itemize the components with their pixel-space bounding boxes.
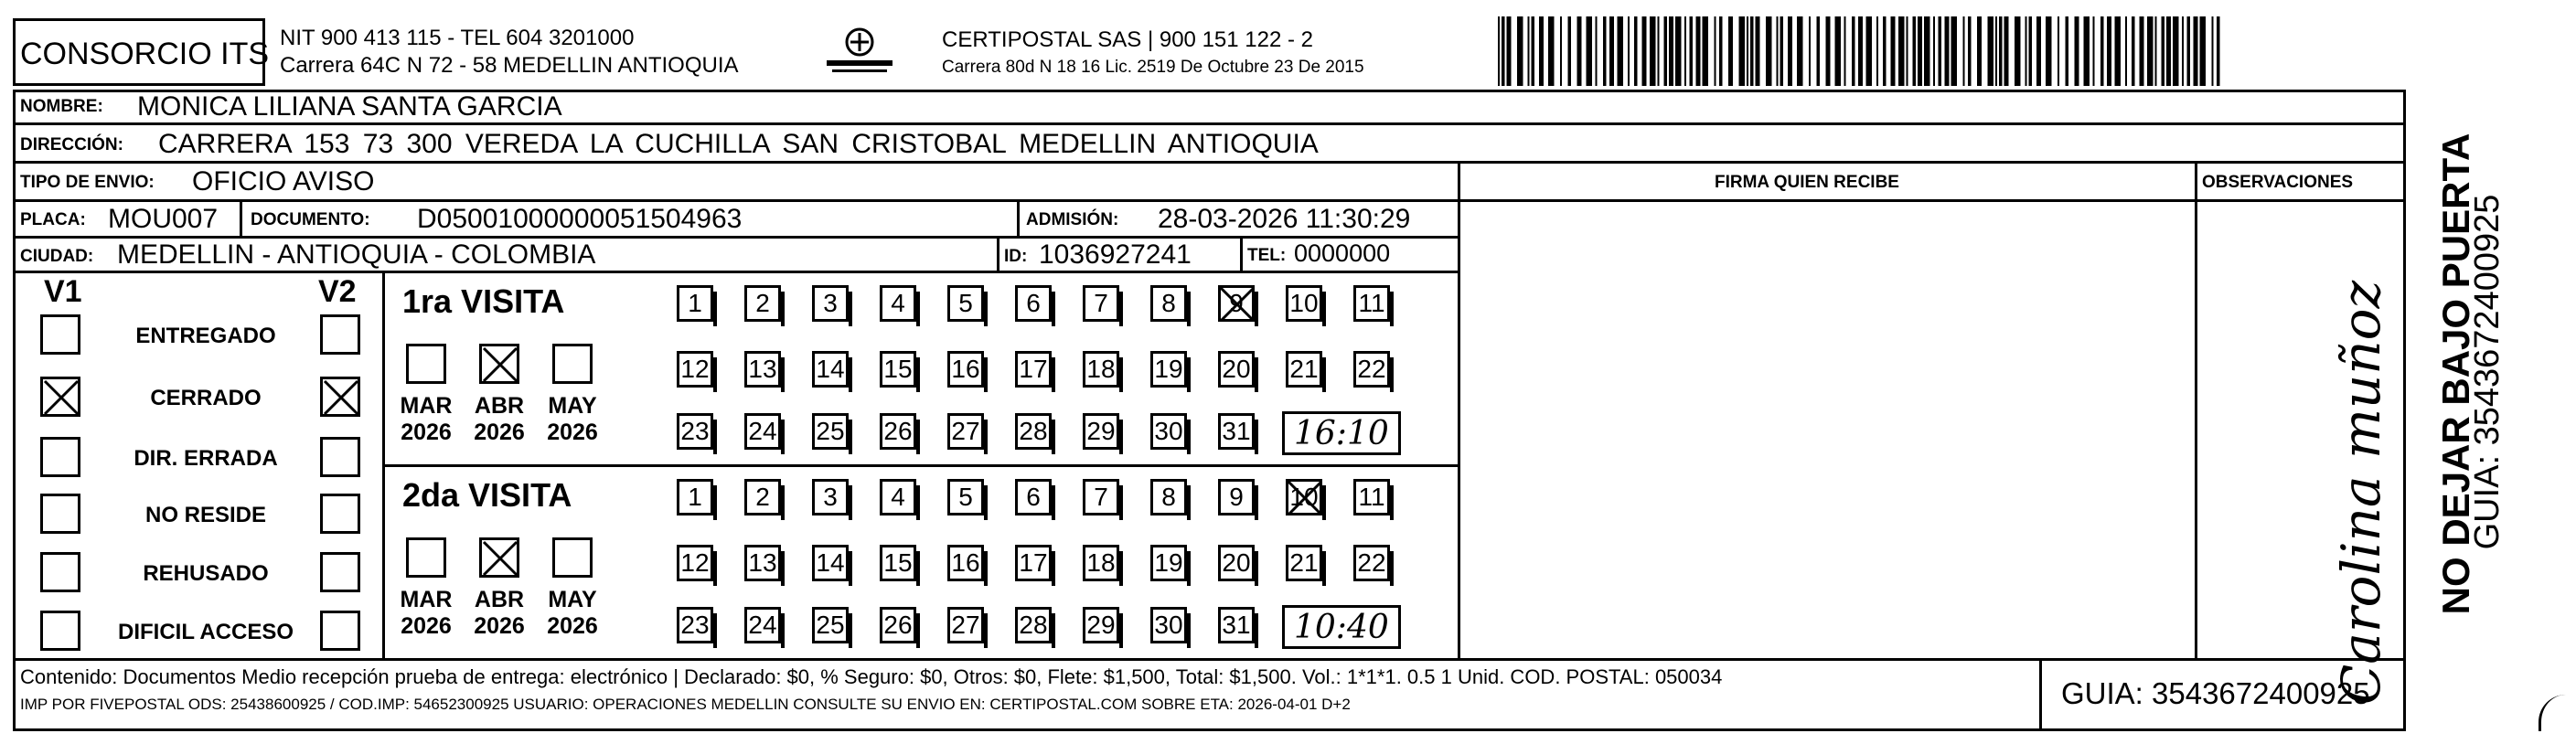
visit-title: 1ra VISITA bbox=[402, 282, 565, 320]
day-box[interactable]: 25 bbox=[812, 413, 849, 450]
day-box[interactable]: 10 bbox=[1286, 285, 1322, 322]
time-box[interactable] bbox=[1282, 411, 1401, 455]
barcode-bar bbox=[1766, 16, 1772, 86]
barcode-bar bbox=[1568, 16, 1572, 86]
handwritten-signature: Carolina muñoz bbox=[2330, 280, 2393, 706]
month-checkbox[interactable] bbox=[479, 344, 519, 384]
barcode-bar bbox=[1777, 16, 1779, 86]
barcode-bar bbox=[2155, 16, 2157, 86]
plate-label: PLACA: bbox=[20, 210, 86, 229]
barcode-bar bbox=[1747, 16, 1748, 86]
day-box[interactable]: 23 bbox=[677, 413, 713, 450]
barcode-bar bbox=[1817, 16, 1821, 86]
x-mark-icon bbox=[41, 377, 81, 418]
barcode-bar bbox=[2173, 16, 2179, 86]
day-box[interactable]: 16 bbox=[947, 351, 984, 388]
day-box[interactable]: 26 bbox=[880, 607, 916, 643]
day-box[interactable]: 7 bbox=[1083, 479, 1119, 515]
status-option-label: NO RESIDE bbox=[144, 503, 267, 527]
day-box[interactable]: 9 bbox=[1218, 479, 1255, 515]
day-box[interactable]: 1 bbox=[677, 479, 713, 515]
month-label bbox=[390, 393, 463, 446]
handwritten-time: 16:10 bbox=[1294, 415, 1389, 452]
tel-label: TEL: bbox=[1247, 246, 1287, 265]
day-box[interactable]: 11 bbox=[1353, 285, 1390, 322]
certipostal-logo bbox=[823, 24, 896, 79]
month-year: 2026 bbox=[401, 612, 452, 639]
v2-checkbox[interactable] bbox=[320, 611, 360, 651]
day-box[interactable]: 15 bbox=[880, 351, 916, 388]
barcode-bar bbox=[1650, 16, 1656, 86]
day-box[interactable]: 29 bbox=[1083, 413, 1119, 450]
day-box[interactable]: 2 bbox=[744, 479, 781, 515]
do-not-leave-under-door: NO DEJAR BAJO PUERTA bbox=[2434, 133, 2477, 615]
day-box[interactable]: 17 bbox=[1015, 351, 1052, 388]
document-label: DOCUMENTO: bbox=[251, 210, 370, 229]
col-divider bbox=[1458, 161, 1460, 658]
admission-date: 28-03-2026 11:30:29 bbox=[1158, 204, 1411, 234]
day-box[interactable]: 3 bbox=[812, 285, 849, 322]
col-divider bbox=[1240, 236, 1243, 271]
barcode-bar bbox=[2036, 16, 2041, 86]
month-name: ABR bbox=[474, 393, 525, 419]
day-box[interactable]: 28 bbox=[1015, 413, 1052, 450]
v2-checkbox[interactable] bbox=[320, 437, 360, 477]
barcode-bar bbox=[2125, 16, 2127, 86]
month-label bbox=[463, 587, 536, 640]
barcode-bar bbox=[2029, 16, 2033, 86]
barcode-bar bbox=[2084, 16, 2090, 86]
day-box[interactable]: 13 bbox=[744, 545, 781, 581]
day-box[interactable]: 5 bbox=[947, 285, 984, 322]
day-box[interactable]: 18 bbox=[1083, 545, 1119, 581]
barcode-bar bbox=[2115, 16, 2122, 86]
day-box[interactable]: 6 bbox=[1015, 285, 1052, 322]
day-box[interactable]: 4 bbox=[880, 479, 916, 515]
handwritten-time: 10:40 bbox=[1294, 609, 1389, 646]
observations-label: OBSERVACIONES bbox=[2202, 173, 2354, 192]
month-checkbox[interactable] bbox=[406, 537, 446, 578]
barcode-bar bbox=[1528, 16, 1530, 86]
cut-mark bbox=[2539, 695, 2569, 731]
day-box[interactable]: 31 bbox=[1218, 413, 1255, 450]
barcode-bar bbox=[1852, 16, 1855, 86]
v1-label: V1 bbox=[44, 274, 82, 309]
status-option-label: REHUSADO bbox=[143, 561, 269, 586]
month-checkbox[interactable] bbox=[406, 344, 446, 384]
barcode-bar bbox=[1866, 16, 1873, 86]
barcode-bar bbox=[1918, 16, 1922, 86]
footer-imp: IMP POR FIVEPOSTAL ODS: 25438600925 / COD.IMP: 54652300925 USUARIO: OPERACIONES MEDELLIN CONSULTE SU ENVIO EN: CERTIPOSTAL.COM SOBRE ETA: 2026-04-01 D+2 bbox=[20, 696, 1351, 713]
barcode bbox=[1496, 16, 2222, 86]
barcode-bar bbox=[1703, 16, 1709, 86]
visit-divider bbox=[382, 464, 1458, 467]
time-box[interactable] bbox=[1282, 605, 1401, 649]
barcode-bar bbox=[1750, 16, 1754, 86]
barcode-bar bbox=[2107, 16, 2111, 86]
barcode-bar bbox=[1788, 16, 1792, 86]
barcode-bar bbox=[1797, 16, 1803, 86]
x-mark-icon bbox=[321, 377, 361, 418]
v1-checkbox[interactable] bbox=[40, 611, 80, 651]
barcode-bar bbox=[1669, 16, 1673, 86]
status-option-label: ENTREGADO bbox=[135, 324, 276, 348]
barcode-bar bbox=[2066, 16, 2069, 86]
barcode-bar bbox=[1883, 16, 1887, 86]
barcode-bar bbox=[1696, 16, 1701, 86]
day-box[interactable]: 14 bbox=[812, 351, 849, 388]
day-box[interactable]: 27 bbox=[947, 607, 984, 643]
barcode-bar bbox=[1587, 16, 1593, 86]
day-box[interactable]: 19 bbox=[1150, 545, 1187, 581]
row-divider bbox=[13, 199, 1458, 202]
month-label bbox=[536, 393, 609, 446]
barcode-bar bbox=[1898, 16, 1905, 86]
day-box[interactable]: 21 bbox=[1286, 545, 1322, 581]
day-box[interactable]: 8 bbox=[1150, 479, 1187, 515]
day-box[interactable]: 12 bbox=[677, 351, 713, 388]
day-box[interactable]: 19 bbox=[1150, 351, 1187, 388]
v2-checkbox[interactable] bbox=[320, 314, 360, 355]
day-box[interactable]: 11 bbox=[1353, 479, 1390, 515]
v2-checkbox[interactable] bbox=[320, 377, 360, 417]
carrier-name: CERTIPOSTAL SAS | 900 151 122 - 2 bbox=[942, 27, 1313, 52]
month-name: MAR bbox=[400, 393, 453, 419]
barcode-bar bbox=[1539, 16, 1544, 86]
barcode-bar bbox=[1715, 16, 1716, 86]
barcode-bar bbox=[1939, 16, 1942, 86]
footer-divider bbox=[13, 658, 2406, 661]
visit-title: 2da VISITA bbox=[402, 476, 572, 514]
month-year: 2026 bbox=[474, 612, 525, 639]
barcode-bar bbox=[1945, 16, 1950, 86]
certipostal-logo-icon bbox=[823, 24, 896, 79]
footer-guia: GUIA: 3543672400925 bbox=[2061, 676, 2370, 710]
col-divider bbox=[1017, 199, 1020, 236]
day-box[interactable]: 26 bbox=[880, 413, 916, 450]
barcode-bar bbox=[2015, 16, 2021, 86]
barcode-bar bbox=[1609, 16, 1614, 86]
day-box[interactable]: 23 bbox=[677, 607, 713, 643]
day-box[interactable]: 1 bbox=[677, 285, 713, 322]
admission-label: ADMISIÓN: bbox=[1026, 210, 1119, 229]
barcode-bar bbox=[1999, 16, 2003, 86]
company-name: CONSORCIO ITS bbox=[20, 37, 270, 71]
day-box[interactable]: 25 bbox=[812, 607, 849, 643]
col-divider bbox=[2039, 658, 2042, 731]
barcode-bar bbox=[1995, 16, 1997, 86]
carrier-license: Carrera 80d N 18 16 Lic. 2519 De Octubre 23 De 2015 bbox=[942, 58, 1364, 77]
day-box[interactable]: 9 bbox=[1218, 285, 1255, 322]
barcode-bar bbox=[1719, 16, 1723, 86]
barcode-bar bbox=[2100, 16, 2104, 86]
month-label bbox=[390, 587, 463, 640]
v1-checkbox[interactable] bbox=[40, 552, 80, 592]
barcode-bar bbox=[2217, 16, 2220, 86]
barcode-bar bbox=[1532, 16, 1535, 86]
v1-checkbox[interactable] bbox=[40, 377, 80, 417]
barcode-bar bbox=[2162, 16, 2165, 86]
barcode-bar bbox=[2187, 16, 2191, 86]
name-label: NOMBRE: bbox=[20, 97, 103, 116]
v1-checkbox[interactable] bbox=[40, 494, 80, 534]
barcode-bar bbox=[1858, 16, 1863, 86]
barcode-bar bbox=[1756, 16, 1760, 86]
barcode-bar bbox=[2182, 16, 2184, 86]
month-checkbox[interactable] bbox=[552, 537, 593, 578]
col-divider bbox=[240, 199, 242, 236]
barcode-bar bbox=[1907, 16, 1908, 86]
barcode-bar bbox=[1618, 16, 1624, 86]
month-name: MAY bbox=[548, 393, 597, 419]
barcode-bar bbox=[1891, 16, 1896, 86]
x-mark-icon bbox=[480, 538, 520, 579]
barcode-bar bbox=[1876, 16, 1878, 86]
barcode-bar bbox=[1548, 16, 1555, 86]
status-option-label: CERRADO bbox=[150, 386, 262, 410]
day-box[interactable]: 31 bbox=[1218, 607, 1255, 643]
v2-checkbox[interactable] bbox=[320, 552, 360, 592]
barcode-bar bbox=[1690, 16, 1694, 86]
barcode-icon bbox=[1496, 16, 2222, 86]
month-name: ABR bbox=[474, 587, 525, 612]
barcode-bar bbox=[1977, 16, 1982, 86]
day-box[interactable]: 22 bbox=[1353, 545, 1390, 581]
barcode-bar bbox=[1603, 16, 1607, 86]
barcode-bar bbox=[1502, 16, 1505, 86]
barcode-bar bbox=[1596, 16, 1598, 86]
day-box[interactable]: 13 bbox=[744, 351, 781, 388]
v1-checkbox[interactable] bbox=[40, 314, 80, 355]
barcode-bar bbox=[1933, 16, 1935, 86]
v1-checkbox[interactable] bbox=[40, 437, 80, 477]
barcode-bar bbox=[1517, 16, 1523, 86]
recipient-tel: 0000000 bbox=[1294, 239, 1391, 267]
day-box[interactable]: 5 bbox=[947, 479, 984, 515]
company-address: Carrera 64C N 72 - 58 MEDELLIN ANTIOQUIA bbox=[280, 53, 739, 78]
day-box[interactable]: 30 bbox=[1150, 607, 1187, 643]
barcode-bar bbox=[1809, 16, 1811, 86]
barcode-bar bbox=[1826, 16, 1831, 86]
barcode-bar bbox=[1963, 16, 1965, 86]
day-box[interactable]: 21 bbox=[1286, 351, 1322, 388]
barcode-bar bbox=[2166, 16, 2171, 86]
barcode-bar bbox=[2004, 16, 2009, 86]
row-divider bbox=[13, 271, 1458, 273]
day-box[interactable]: 30 bbox=[1150, 413, 1187, 450]
day-box[interactable]: 17 bbox=[1015, 545, 1052, 581]
col-divider bbox=[382, 271, 385, 658]
day-box[interactable]: 8 bbox=[1150, 285, 1187, 322]
month-year: 2026 bbox=[474, 419, 525, 445]
day-box[interactable]: 12 bbox=[677, 545, 713, 581]
day-box[interactable]: 7 bbox=[1083, 285, 1119, 322]
month-checkbox[interactable] bbox=[479, 537, 519, 578]
company-nit: NIT 900 413 115 - TEL 604 3201000 bbox=[280, 26, 635, 50]
barcode-bar bbox=[2212, 16, 2214, 86]
barcode-bar bbox=[2140, 16, 2144, 86]
row-divider bbox=[13, 122, 2406, 125]
footer-content: Contenido: Documentos Medio recepción prueba de entrega: electrónico | Declarado: $0, % Seguro: $0, Otros: $0, Flete: $1,500, Total: $1,500. Vol.: 1*1*1. 0.5 1 Unid. COD. POSTAL: 050034 bbox=[20, 665, 1723, 688]
x-mark-icon bbox=[480, 345, 520, 385]
day-box[interactable]: 18 bbox=[1083, 351, 1119, 388]
status-option-label: DIFICIL ACCESO bbox=[117, 620, 294, 644]
barcode-bar bbox=[1658, 16, 1660, 86]
barcode-bar bbox=[1844, 16, 1846, 86]
day-box[interactable]: 16 bbox=[947, 545, 984, 581]
barcode-bar bbox=[1684, 16, 1686, 86]
v2-checkbox[interactable] bbox=[320, 494, 360, 534]
col-divider bbox=[997, 236, 999, 271]
v2-label: V2 bbox=[318, 274, 357, 309]
side-guia: GUIA: 3543672400925 bbox=[2468, 194, 2507, 550]
send-type: OFICIO AVISO bbox=[192, 166, 375, 197]
barcode-bar bbox=[1560, 16, 1562, 86]
month-checkbox[interactable] bbox=[552, 344, 593, 384]
barcode-bar bbox=[1628, 16, 1630, 86]
barcode-bar bbox=[1739, 16, 1746, 86]
barcode-bar bbox=[1968, 16, 1972, 86]
month-label bbox=[536, 587, 609, 640]
city-label: CIUDAD: bbox=[20, 247, 94, 266]
barcode-bar bbox=[1507, 16, 1512, 86]
barcode-bar bbox=[2075, 16, 2079, 86]
day-box[interactable]: 20 bbox=[1218, 351, 1255, 388]
barcode-bar bbox=[1728, 16, 1733, 86]
day-box[interactable]: 14 bbox=[812, 545, 849, 581]
barcode-bar bbox=[2194, 16, 2198, 86]
document-number: D05001000000051504963 bbox=[417, 204, 743, 234]
barcode-bar bbox=[1634, 16, 1638, 86]
send-type-label: TIPO DE ENVIO: bbox=[20, 173, 155, 192]
barcode-bar bbox=[2147, 16, 2154, 86]
barcode-bar bbox=[2046, 16, 2052, 86]
id-label: ID: bbox=[1004, 247, 1028, 266]
row-divider bbox=[1458, 199, 2406, 202]
status-option-label: DIR. ERRADA bbox=[134, 446, 278, 471]
barcode-bar bbox=[1664, 16, 1668, 86]
row-divider bbox=[13, 161, 2406, 164]
month-year: 2026 bbox=[547, 419, 598, 445]
barcode-bar bbox=[1835, 16, 1842, 86]
day-box[interactable]: 3 bbox=[812, 479, 849, 515]
day-box[interactable]: 22 bbox=[1353, 351, 1390, 388]
day-box[interactable]: 10 bbox=[1286, 479, 1322, 515]
month-year: 2026 bbox=[547, 612, 598, 639]
day-box[interactable]: 28 bbox=[1015, 607, 1052, 643]
observations-signature bbox=[2213, 280, 2396, 706]
day-box[interactable]: 24 bbox=[744, 413, 781, 450]
day-box[interactable]: 29 bbox=[1083, 607, 1119, 643]
recipient-address: CARRERA 153 73 300 VEREDA LA CUCHILLA SAN CRISTOBAL MEDELLIN ANTIOQUIA bbox=[158, 129, 1319, 159]
city: MEDELLIN - ANTIOQUIA - COLOMBIA bbox=[117, 239, 596, 270]
barcode-bar bbox=[2132, 16, 2135, 86]
barcode-bar bbox=[1577, 16, 1582, 86]
day-box[interactable]: 15 bbox=[880, 545, 916, 581]
month-name: MAR bbox=[400, 587, 453, 612]
day-box[interactable]: 6 bbox=[1015, 479, 1052, 515]
x-mark-icon bbox=[1217, 284, 1257, 324]
barcode-bar bbox=[1780, 16, 1784, 86]
plate: MOU007 bbox=[108, 204, 219, 234]
day-box[interactable]: 4 bbox=[880, 285, 916, 322]
side-text-column bbox=[2416, 119, 2517, 631]
barcode-bar bbox=[1675, 16, 1682, 86]
recipient-id: 1036927241 bbox=[1039, 239, 1192, 270]
x-mark-icon bbox=[1285, 478, 1325, 518]
barcode-bar bbox=[1913, 16, 1917, 86]
day-box[interactable]: 20 bbox=[1218, 545, 1255, 581]
col-divider bbox=[2195, 161, 2197, 658]
barcode-bar bbox=[1924, 16, 1930, 86]
barcode-bar bbox=[2058, 16, 2059, 86]
barcode-bar bbox=[2200, 16, 2207, 86]
recipient-name: MONICA LILIANA SANTA GARCIA bbox=[137, 91, 562, 122]
day-box[interactable]: 2 bbox=[744, 285, 781, 322]
barcode-bar bbox=[1498, 16, 1500, 86]
month-year: 2026 bbox=[401, 419, 452, 445]
barcode-bar bbox=[2026, 16, 2027, 86]
day-box[interactable]: 27 bbox=[947, 413, 984, 450]
barcode-bar bbox=[1951, 16, 1958, 86]
barcode-bar bbox=[1642, 16, 1647, 86]
month-label bbox=[463, 393, 536, 446]
signature-label: FIRMA QUIEN RECIBE bbox=[1715, 173, 1899, 192]
barcode-bar bbox=[2093, 16, 2095, 86]
address-label: DIRECCIÓN: bbox=[20, 135, 123, 154]
month-name: MAY bbox=[548, 587, 597, 612]
barcode-bar bbox=[1988, 16, 1994, 86]
day-box[interactable]: 24 bbox=[744, 607, 781, 643]
